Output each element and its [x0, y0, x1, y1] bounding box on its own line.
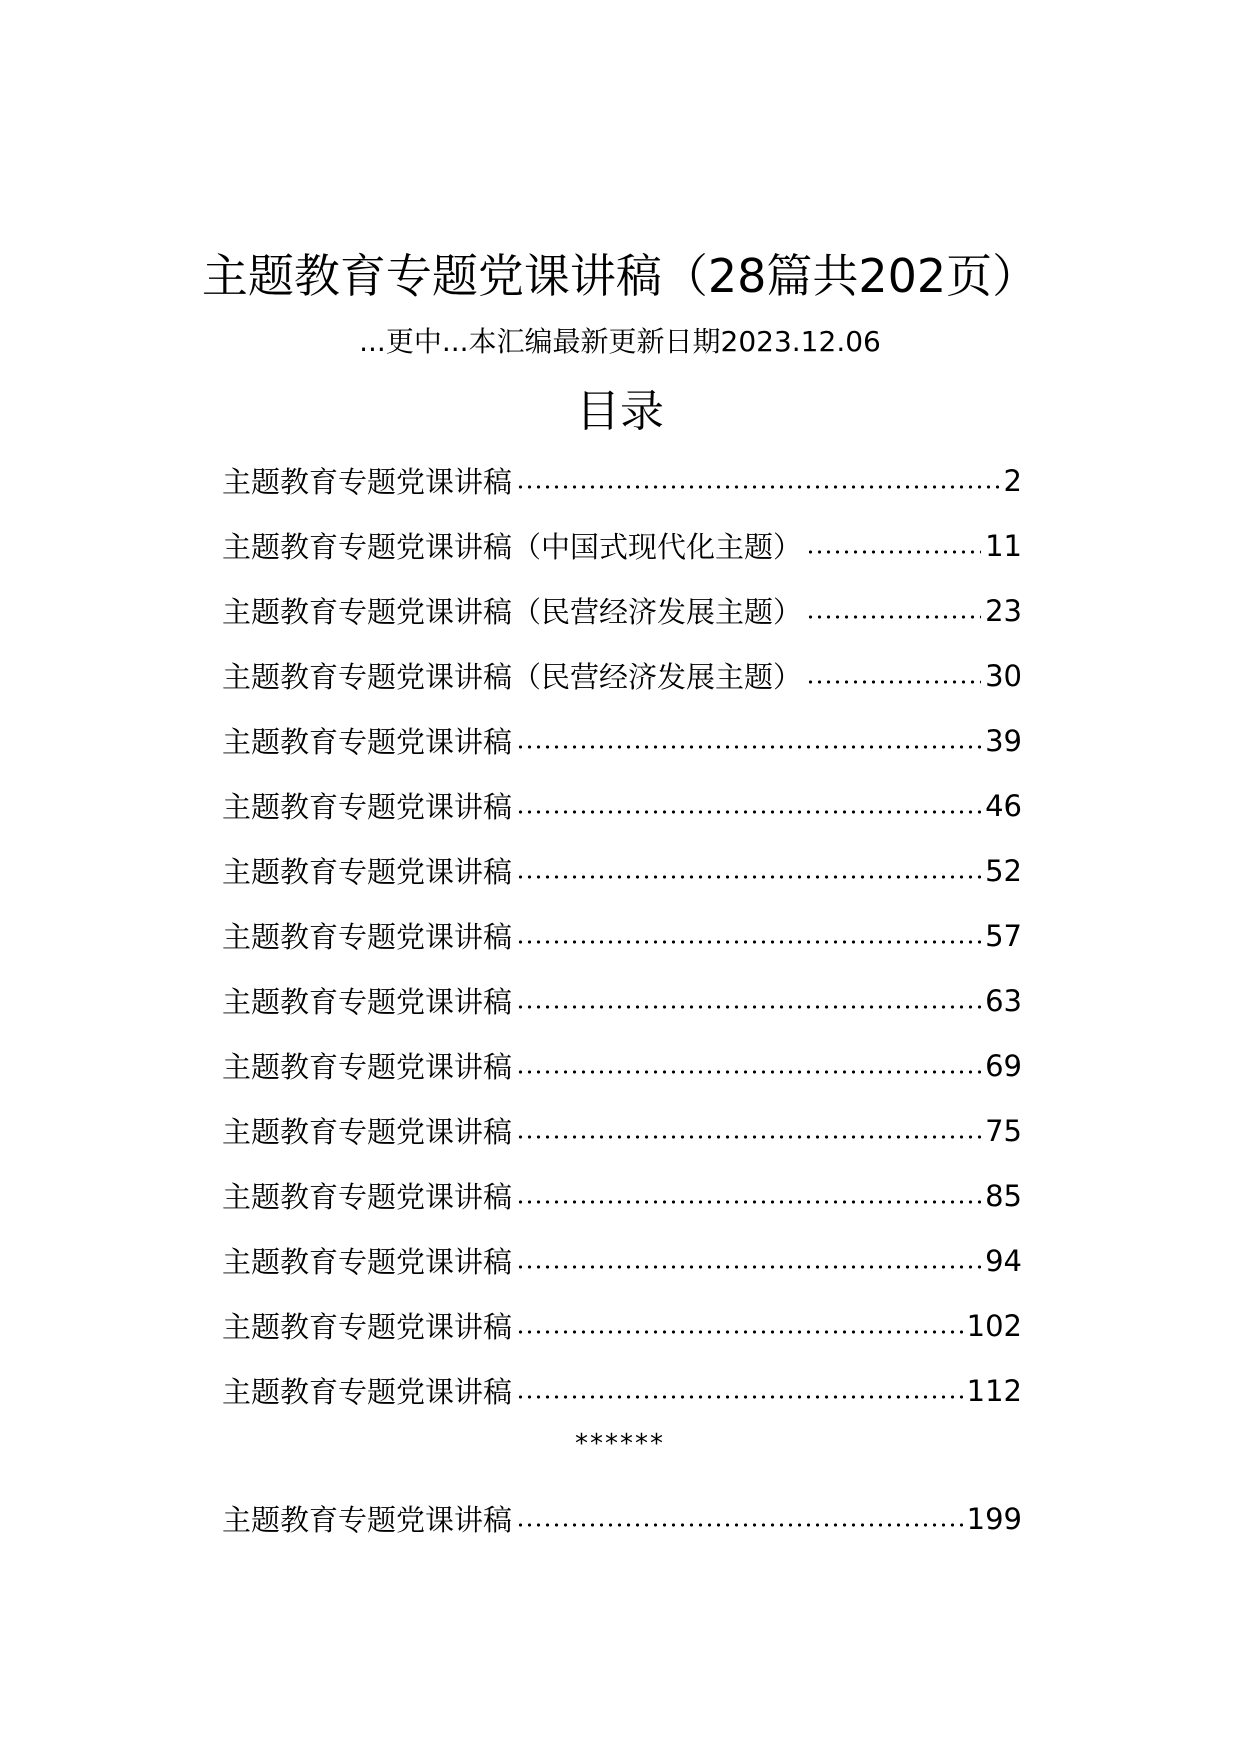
toc-entry-title: 主题教育专题党课讲稿: [222, 725, 513, 759]
toc-entry-page: 11: [985, 528, 1022, 563]
toc-entry-title: 主题教育专题党课讲稿: [222, 1375, 513, 1409]
toc-entry-page: 46: [985, 788, 1022, 823]
toc-entry[interactable]: [222, 1098, 1022, 1163]
toc-entry[interactable]: [222, 773, 1022, 838]
dot-leader: [806, 613, 981, 621]
toc-entry[interactable]: [222, 1163, 1022, 1228]
toc-list-tail: [222, 1486, 1022, 1551]
toc-entry[interactable]: [222, 838, 1022, 903]
toc-entry-title: 主题教育专题党课讲稿: [222, 1245, 513, 1279]
dot-leader: [516, 743, 981, 751]
dot-leader: [516, 1198, 981, 1206]
toc-entry-title: 主题教育专题党课讲稿: [222, 1180, 513, 1214]
toc-entry-title: 主题教育专题党课讲稿（中国式现代化主题）: [222, 530, 803, 564]
toc-entry-title: 主题教育专题党课讲稿: [222, 920, 513, 954]
toc-entry[interactable]: [222, 968, 1022, 1033]
toc-entry-title: 主题教育专题党课讲稿: [222, 1050, 513, 1084]
document-title: 主题教育专题党课讲稿（28篇共202页）: [201, 249, 1039, 303]
dot-leader: [516, 808, 981, 816]
toc-entry-title: 主题教育专题党课讲稿: [222, 1310, 513, 1344]
toc-separator: ******: [575, 1429, 665, 1459]
toc-entry[interactable]: [222, 1293, 1022, 1358]
toc-entry[interactable]: [222, 578, 1022, 643]
dot-leader: [516, 1133, 981, 1141]
dot-leader: [516, 483, 1000, 491]
toc-entry-title: 主题教育专题党课讲稿: [222, 985, 513, 1019]
toc-entry[interactable]: [222, 1358, 1022, 1423]
dot-leader: [516, 873, 981, 881]
dot-leader: [516, 1003, 981, 1011]
dot-leader: [516, 938, 981, 946]
toc-entry[interactable]: [222, 643, 1022, 708]
toc-entry-page: 57: [985, 918, 1022, 953]
toc-entry-page: 2: [1003, 463, 1022, 498]
document-subtitle: ...更中...本汇编最新更新日期2023.12.06: [359, 325, 881, 358]
toc-entry-page: 75: [985, 1113, 1022, 1148]
toc-entry-page: 63: [985, 983, 1022, 1018]
toc-entry-page: 112: [966, 1373, 1022, 1408]
toc-entry-title: 主题教育专题党课讲稿: [222, 855, 513, 889]
toc-entry-page: 39: [985, 723, 1022, 758]
dot-leader: [806, 678, 981, 686]
dot-leader: [516, 1521, 963, 1529]
toc-entry-title: 主题教育专题党课讲稿: [222, 1115, 513, 1149]
toc-entry[interactable]: [222, 1228, 1022, 1293]
toc-entry[interactable]: [222, 1033, 1022, 1098]
toc-entry[interactable]: [222, 1486, 1022, 1551]
toc-entry-title: 主题教育专题党课讲稿（民营经济发展主题）: [222, 660, 803, 694]
toc-entry-page: 85: [985, 1178, 1022, 1213]
dot-leader: [516, 1328, 963, 1336]
toc-entry-page: 102: [966, 1308, 1022, 1343]
dot-leader: [516, 1393, 963, 1401]
toc-list: [222, 448, 1022, 1423]
toc-entry-title: 主题教育专题党课讲稿: [222, 790, 513, 824]
dot-leader: [806, 548, 981, 556]
toc-entry-title: 主题教育专题党课讲稿（民营经济发展主题）: [222, 595, 803, 629]
toc-heading: 目录: [576, 386, 664, 437]
toc-entry[interactable]: [222, 708, 1022, 773]
toc-entry-page: 69: [985, 1048, 1022, 1083]
toc-entry-title: 主题教育专题党课讲稿: [222, 1503, 513, 1537]
toc-entry[interactable]: [222, 448, 1022, 513]
toc-entry-page: 199: [966, 1501, 1022, 1536]
toc-entry-page: 30: [985, 658, 1022, 693]
dot-leader: [516, 1263, 981, 1271]
toc-entry-page: 94: [985, 1243, 1022, 1278]
dot-leader: [516, 1068, 981, 1076]
toc-entry[interactable]: [222, 903, 1022, 968]
toc-entry-page: 52: [985, 853, 1022, 888]
toc-entry[interactable]: [222, 513, 1022, 578]
toc-entry-page: 23: [985, 593, 1022, 628]
toc-entry-title: 主题教育专题党课讲稿: [222, 465, 513, 499]
